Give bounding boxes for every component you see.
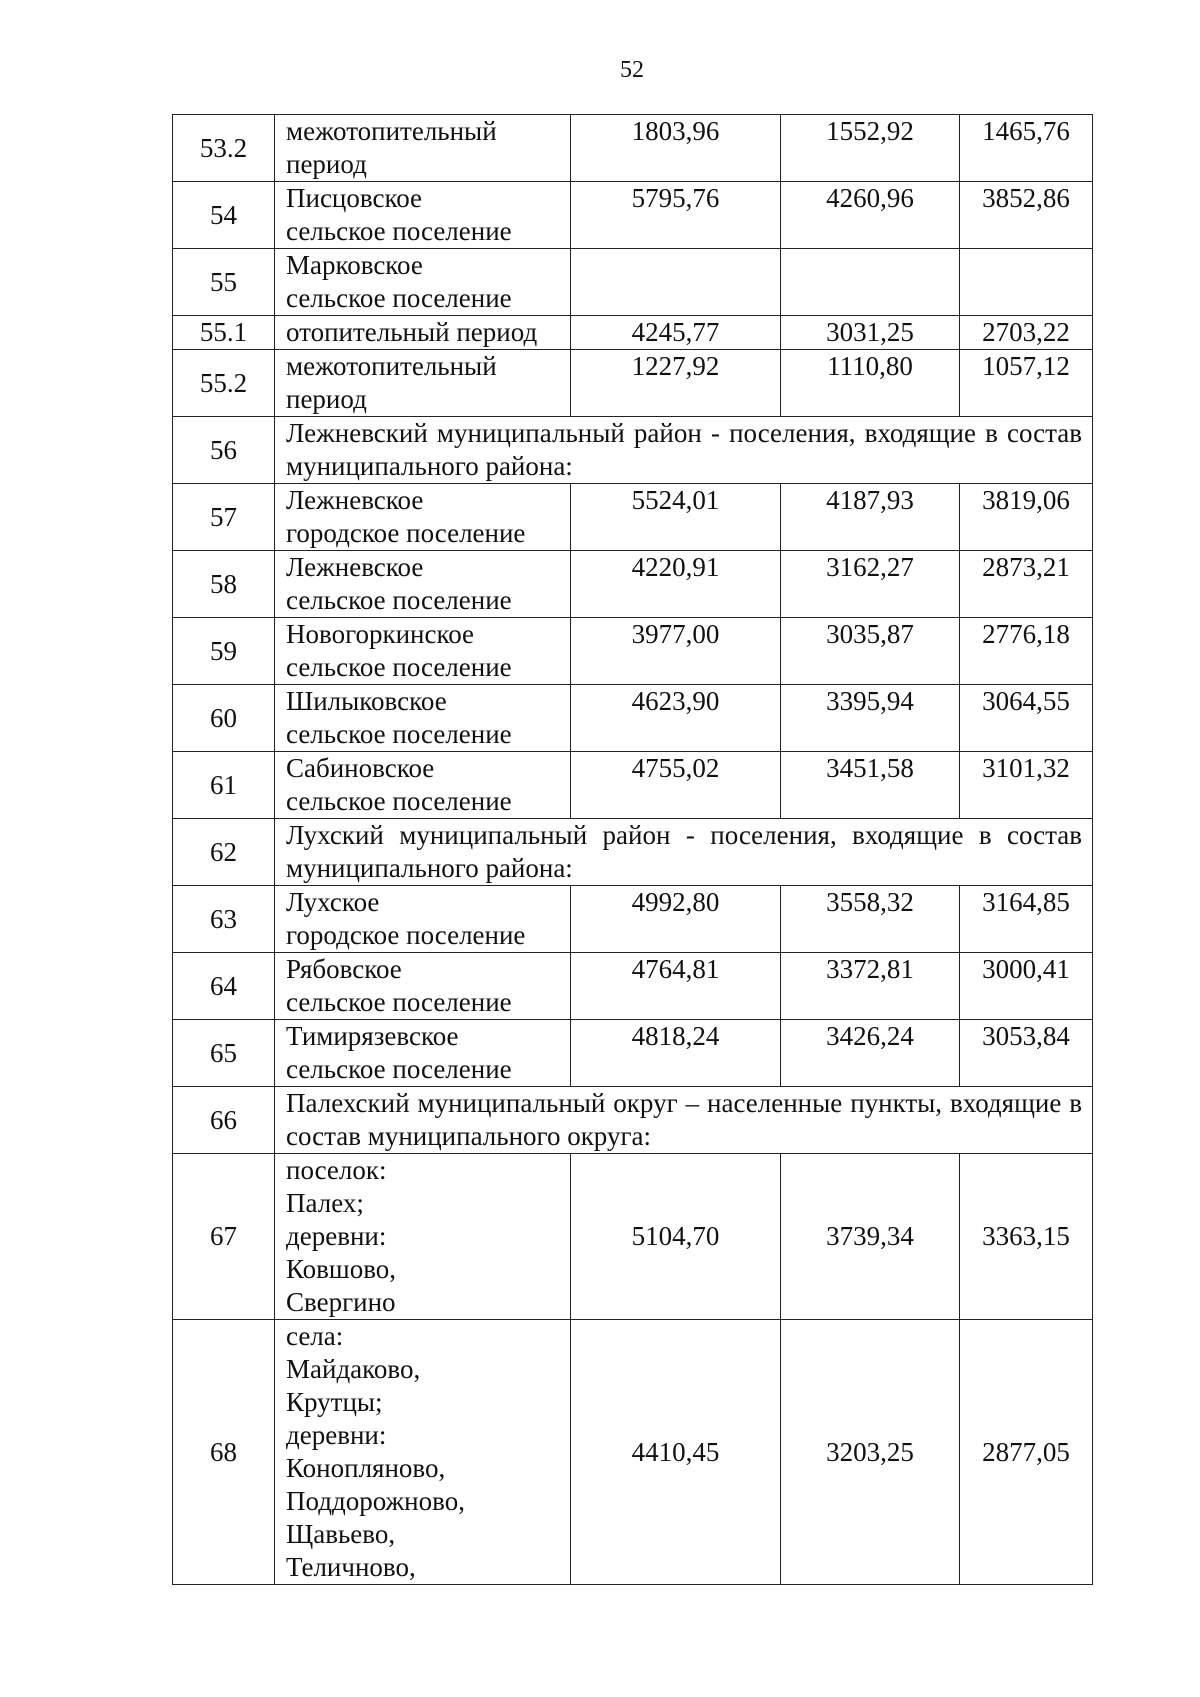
settlement-name <box>275 886 571 953</box>
value-col-1: 4623,90 <box>571 685 781 752</box>
value-col-2: 3372,81 <box>781 953 960 1020</box>
row-number: 65 <box>173 1020 275 1087</box>
value-col-1: 5524,01 <box>571 484 781 551</box>
settlement-name-line: сельское поселение <box>286 216 512 246</box>
value-col-3: 3053,84 <box>960 1020 1093 1087</box>
table-row <box>173 316 1093 350</box>
settlement-name <box>275 551 571 618</box>
row-number: 55.2 <box>173 350 275 417</box>
value-col-1: 4245,77 <box>571 316 781 350</box>
settlement-name-line: деревни: <box>286 1420 387 1450</box>
row-number: 61 <box>173 752 275 819</box>
settlement-name <box>275 115 571 182</box>
value-col-2: 1110,80 <box>781 350 960 417</box>
settlement-name <box>275 618 571 685</box>
settlement-name-line: Поддорожново, <box>286 1486 465 1516</box>
value-col-3: 2776,18 <box>960 618 1093 685</box>
value-col-1: 4992,80 <box>571 886 781 953</box>
value-col-1: 5104,70 <box>571 1154 781 1320</box>
row-number: 67 <box>173 1154 275 1320</box>
value-col-3: 3852,86 <box>960 182 1093 249</box>
settlement-name-line: Конопляново, <box>286 1453 446 1483</box>
value-col-2: 3035,87 <box>781 618 960 685</box>
value-col-2: 4260,96 <box>781 182 960 249</box>
tariff-table <box>172 114 1093 1585</box>
settlement-name-line: Лежневское <box>286 552 424 582</box>
value-col-3: 2877,05 <box>960 1320 1093 1585</box>
settlement-name-line: Щавьево, <box>286 1519 396 1549</box>
settlement-name <box>275 316 571 350</box>
value-col-2: 3203,25 <box>781 1320 960 1585</box>
settlement-name-line: Ковшово, <box>286 1254 397 1284</box>
row-number: 66 <box>173 1087 275 1154</box>
table-row <box>173 115 1093 182</box>
settlement-name-line: поселок: <box>286 1155 387 1185</box>
value-col-3: 3064,55 <box>960 685 1093 752</box>
value-col-1: 4220,91 <box>571 551 781 618</box>
value-col-3: 2873,21 <box>960 551 1093 618</box>
value-col-2: 3739,34 <box>781 1154 960 1320</box>
value-col-3: 3164,85 <box>960 886 1093 953</box>
settlement-name <box>275 685 571 752</box>
settlement-name-line: Новогоркинское <box>286 619 475 649</box>
value-col-3: 2703,22 <box>960 316 1093 350</box>
settlement-name-line: период <box>286 384 367 414</box>
settlement-name <box>275 1020 571 1087</box>
settlement-name-line: Лежневское <box>286 485 424 515</box>
value-col-1: 4410,45 <box>571 1320 781 1585</box>
value-col-2: 4187,93 <box>781 484 960 551</box>
settlement-name <box>275 182 571 249</box>
value-col-3: 3000,41 <box>960 953 1093 1020</box>
settlement-name-line: период <box>286 149 367 179</box>
row-number: 63 <box>173 886 275 953</box>
table-row <box>173 417 1093 484</box>
table-row <box>173 551 1093 618</box>
settlement-name <box>275 249 571 316</box>
settlement-name-line: городское поселение <box>286 920 526 950</box>
settlement-name <box>275 752 571 819</box>
settlement-name-line: сельское поселение <box>286 585 512 615</box>
value-col-1: 1803,96 <box>571 115 781 182</box>
value-col-2: 3031,25 <box>781 316 960 350</box>
value-col-2: 3426,24 <box>781 1020 960 1087</box>
row-number: 56 <box>173 417 275 484</box>
value-col-3: 3363,15 <box>960 1154 1093 1320</box>
table-row <box>173 484 1093 551</box>
row-number: 54 <box>173 182 275 249</box>
row-number: 57 <box>173 484 275 551</box>
settlement-name-line: отопительный период <box>286 317 538 347</box>
table-row <box>173 752 1093 819</box>
value-col-1: 4764,81 <box>571 953 781 1020</box>
value-col-2: 3451,58 <box>781 752 960 819</box>
value-col-1: 5795,76 <box>571 182 781 249</box>
value-col-2 <box>781 249 960 316</box>
settlement-name-line: села: <box>286 1321 344 1351</box>
table-row <box>173 685 1093 752</box>
row-number: 53.2 <box>173 115 275 182</box>
table-row <box>173 182 1093 249</box>
settlement-name-line: Майдаково, <box>286 1354 421 1384</box>
table-row <box>173 953 1093 1020</box>
settlement-name-line: Шилыковское <box>286 686 447 716</box>
page-number: 52 <box>620 57 644 83</box>
value-col-1: 1227,92 <box>571 350 781 417</box>
section-header: Лежневский муниципальный район - поселения, входящие в состав муниципального района: <box>275 417 1093 484</box>
value-col-3 <box>960 249 1093 316</box>
settlement-name-line: сельское поселение <box>286 719 512 749</box>
table-row <box>173 819 1093 886</box>
value-col-3: 1465,76 <box>960 115 1093 182</box>
settlement-name-line: сельское поселение <box>286 987 512 1017</box>
table-body <box>173 115 1093 1585</box>
value-col-2: 1552,92 <box>781 115 960 182</box>
settlement-name-line: деревни: <box>286 1221 387 1251</box>
value-col-1: 4818,24 <box>571 1020 781 1087</box>
settlement-name <box>275 350 571 417</box>
settlement-name-line: Свергино <box>286 1287 396 1317</box>
table-row <box>173 618 1093 685</box>
settlement-name <box>275 953 571 1020</box>
value-col-1 <box>571 249 781 316</box>
settlement-name-line: межотопительный <box>286 351 497 381</box>
row-number: 62 <box>173 819 275 886</box>
row-number: 55.1 <box>173 316 275 350</box>
table-row <box>173 886 1093 953</box>
settlement-name-line: сельское поселение <box>286 1054 512 1084</box>
settlement-name-line: Писцовское <box>286 183 423 213</box>
settlement-name <box>275 484 571 551</box>
settlement-name <box>275 1154 571 1320</box>
row-number: 59 <box>173 618 275 685</box>
value-col-3: 3819,06 <box>960 484 1093 551</box>
value-col-3: 3101,32 <box>960 752 1093 819</box>
settlement-name-line: сельское поселение <box>286 652 512 682</box>
row-number: 58 <box>173 551 275 618</box>
row-number: 68 <box>173 1320 275 1585</box>
settlement-name-line: Палех; <box>286 1188 364 1218</box>
value-col-1: 4755,02 <box>571 752 781 819</box>
table-row <box>173 1154 1093 1320</box>
value-col-2: 3558,32 <box>781 886 960 953</box>
settlement-name-line: Рябовское <box>286 954 402 984</box>
table-row <box>173 1020 1093 1087</box>
table-row <box>173 1320 1093 1585</box>
settlement-name <box>275 1320 571 1585</box>
value-col-3: 1057,12 <box>960 350 1093 417</box>
settlement-name-line: сельское поселение <box>286 786 512 816</box>
row-number: 64 <box>173 953 275 1020</box>
table-row <box>173 350 1093 417</box>
settlement-name-line: Сабиновское <box>286 753 435 783</box>
settlement-name-line: Марковское <box>286 250 423 280</box>
settlement-name-line: межотопительный <box>286 116 497 146</box>
settlement-name-line: Теличново, <box>286 1552 416 1582</box>
table-row <box>173 1087 1093 1154</box>
settlement-name-line: городское поселение <box>286 518 526 548</box>
section-header: Лухский муниципальный район - поселения, входящие в состав муниципального района: <box>275 819 1093 886</box>
table-row <box>173 249 1093 316</box>
settlement-name-line: сельское поселение <box>286 283 512 313</box>
settlement-name-line: Лухское <box>286 887 380 917</box>
value-col-1: 3977,00 <box>571 618 781 685</box>
row-number: 55 <box>173 249 275 316</box>
settlement-name-line: Тимирязевское <box>286 1021 459 1051</box>
value-col-2: 3395,94 <box>781 685 960 752</box>
row-number: 60 <box>173 685 275 752</box>
settlement-name-line: Крутцы; <box>286 1387 383 1417</box>
value-col-2: 3162,27 <box>781 551 960 618</box>
section-header: Палехский муниципальный округ – населенные пункты, входящие в состав муниципального округа: <box>275 1087 1093 1154</box>
